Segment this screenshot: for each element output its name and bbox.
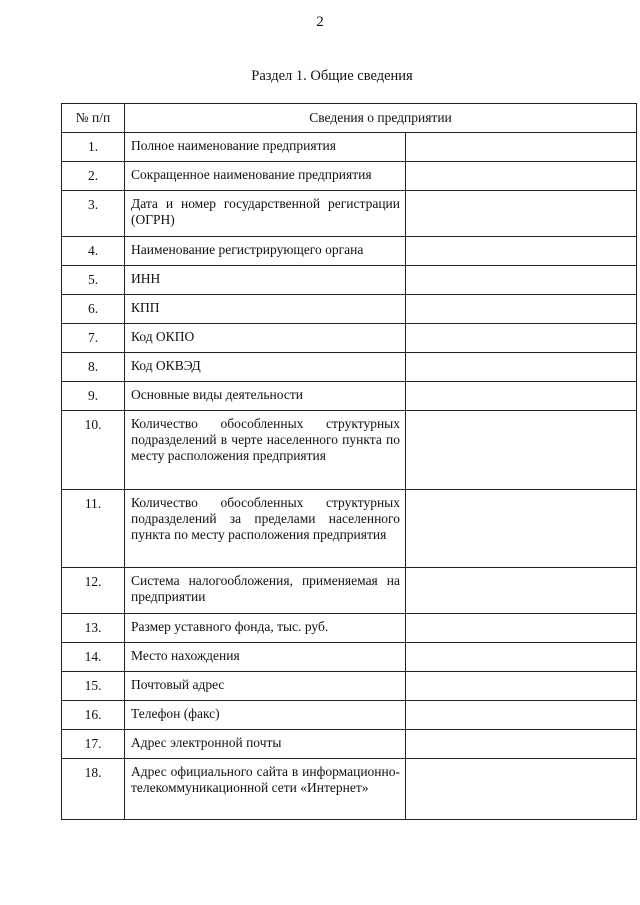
table-row — [62, 490, 637, 568]
row-number: 17. — [62, 730, 125, 759]
row-label: Почтовый адрес — [125, 672, 406, 701]
row-number: 15. — [62, 672, 125, 701]
table-row — [62, 162, 637, 191]
row-value-cell — [406, 701, 637, 730]
row-value-cell — [406, 643, 637, 672]
row-label: Адрес электронной почты — [125, 730, 406, 759]
table-row — [62, 614, 637, 643]
row-value-cell — [406, 730, 637, 759]
row-label: КПП — [125, 295, 406, 324]
table-row — [62, 191, 637, 237]
row-value-cell — [406, 568, 637, 614]
row-label: Система налогообложения, применяемая на предприятии — [125, 568, 406, 614]
row-number: 11. — [62, 490, 125, 568]
section-title: Раздел 1. Общие сведения — [251, 68, 413, 84]
row-value-cell — [406, 324, 637, 353]
row-label: Размер уставного фонда, тыс. руб. — [125, 614, 406, 643]
table-row — [62, 133, 637, 162]
row-label: Количество обособленных структурных подразделений в черте населенного пункта по месту расположения предприятия — [125, 411, 406, 490]
row-value-cell — [406, 672, 637, 701]
row-label: Место нахождения — [125, 643, 406, 672]
row-number: 13. — [62, 614, 125, 643]
table-row — [62, 730, 637, 759]
row-label: Код ОКВЭД — [125, 353, 406, 382]
row-number: 1. — [62, 133, 125, 162]
row-value-cell — [406, 759, 637, 820]
row-number: 16. — [62, 701, 125, 730]
table-row — [62, 237, 637, 266]
row-number: 2. — [62, 162, 125, 191]
row-value-cell — [406, 353, 637, 382]
row-value-cell — [406, 490, 637, 568]
row-label: Код ОКПО — [125, 324, 406, 353]
company-info-table — [61, 103, 637, 820]
row-value-cell — [406, 162, 637, 191]
row-label: Сокращенное наименование предприятия — [125, 162, 406, 191]
row-number: 8. — [62, 353, 125, 382]
header-number: № п/п — [62, 104, 125, 133]
row-value-cell — [406, 614, 637, 643]
table-row — [62, 353, 637, 382]
row-label: Наименование регистрирующего органа — [125, 237, 406, 266]
row-value-cell — [406, 191, 637, 237]
table-row — [62, 324, 637, 353]
row-label: Дата и номер государственной регистрации (ОГРН) — [125, 191, 406, 237]
row-number: 14. — [62, 643, 125, 672]
row-number: 18. — [62, 759, 125, 820]
row-number: 5. — [62, 266, 125, 295]
table-row — [62, 643, 637, 672]
row-number: 9. — [62, 382, 125, 411]
row-number: 12. — [62, 568, 125, 614]
row-number: 6. — [62, 295, 125, 324]
table-row — [62, 701, 637, 730]
row-value-cell — [406, 382, 637, 411]
table-row — [62, 759, 637, 820]
row-label: Полное наименование предприятия — [125, 133, 406, 162]
table-row — [62, 382, 637, 411]
row-number: 4. — [62, 237, 125, 266]
table-header-row — [62, 104, 637, 133]
row-value-cell — [406, 133, 637, 162]
row-label: Телефон (факс) — [125, 701, 406, 730]
table-row — [62, 266, 637, 295]
row-number: 10. — [62, 411, 125, 490]
row-label: Основные виды деятельности — [125, 382, 406, 411]
row-label: ИНН — [125, 266, 406, 295]
header-company-info: Сведения о предприятии — [125, 104, 637, 133]
row-value-cell — [406, 266, 637, 295]
table-row — [62, 672, 637, 701]
row-value-cell — [406, 237, 637, 266]
table-row — [62, 411, 637, 490]
row-label: Адрес официального сайта в информационно-телекоммуникационной сети «Интернет» — [125, 759, 406, 820]
row-value-cell — [406, 411, 637, 490]
table-row — [62, 295, 637, 324]
page-number: 2 — [316, 14, 324, 30]
row-value-cell — [406, 295, 637, 324]
row-number: 7. — [62, 324, 125, 353]
row-label: Количество обособленных структурных подразделений за пределами населенного пункта по месту расположения предприятия — [125, 490, 406, 568]
table-row — [62, 568, 637, 614]
row-number: 3. — [62, 191, 125, 237]
